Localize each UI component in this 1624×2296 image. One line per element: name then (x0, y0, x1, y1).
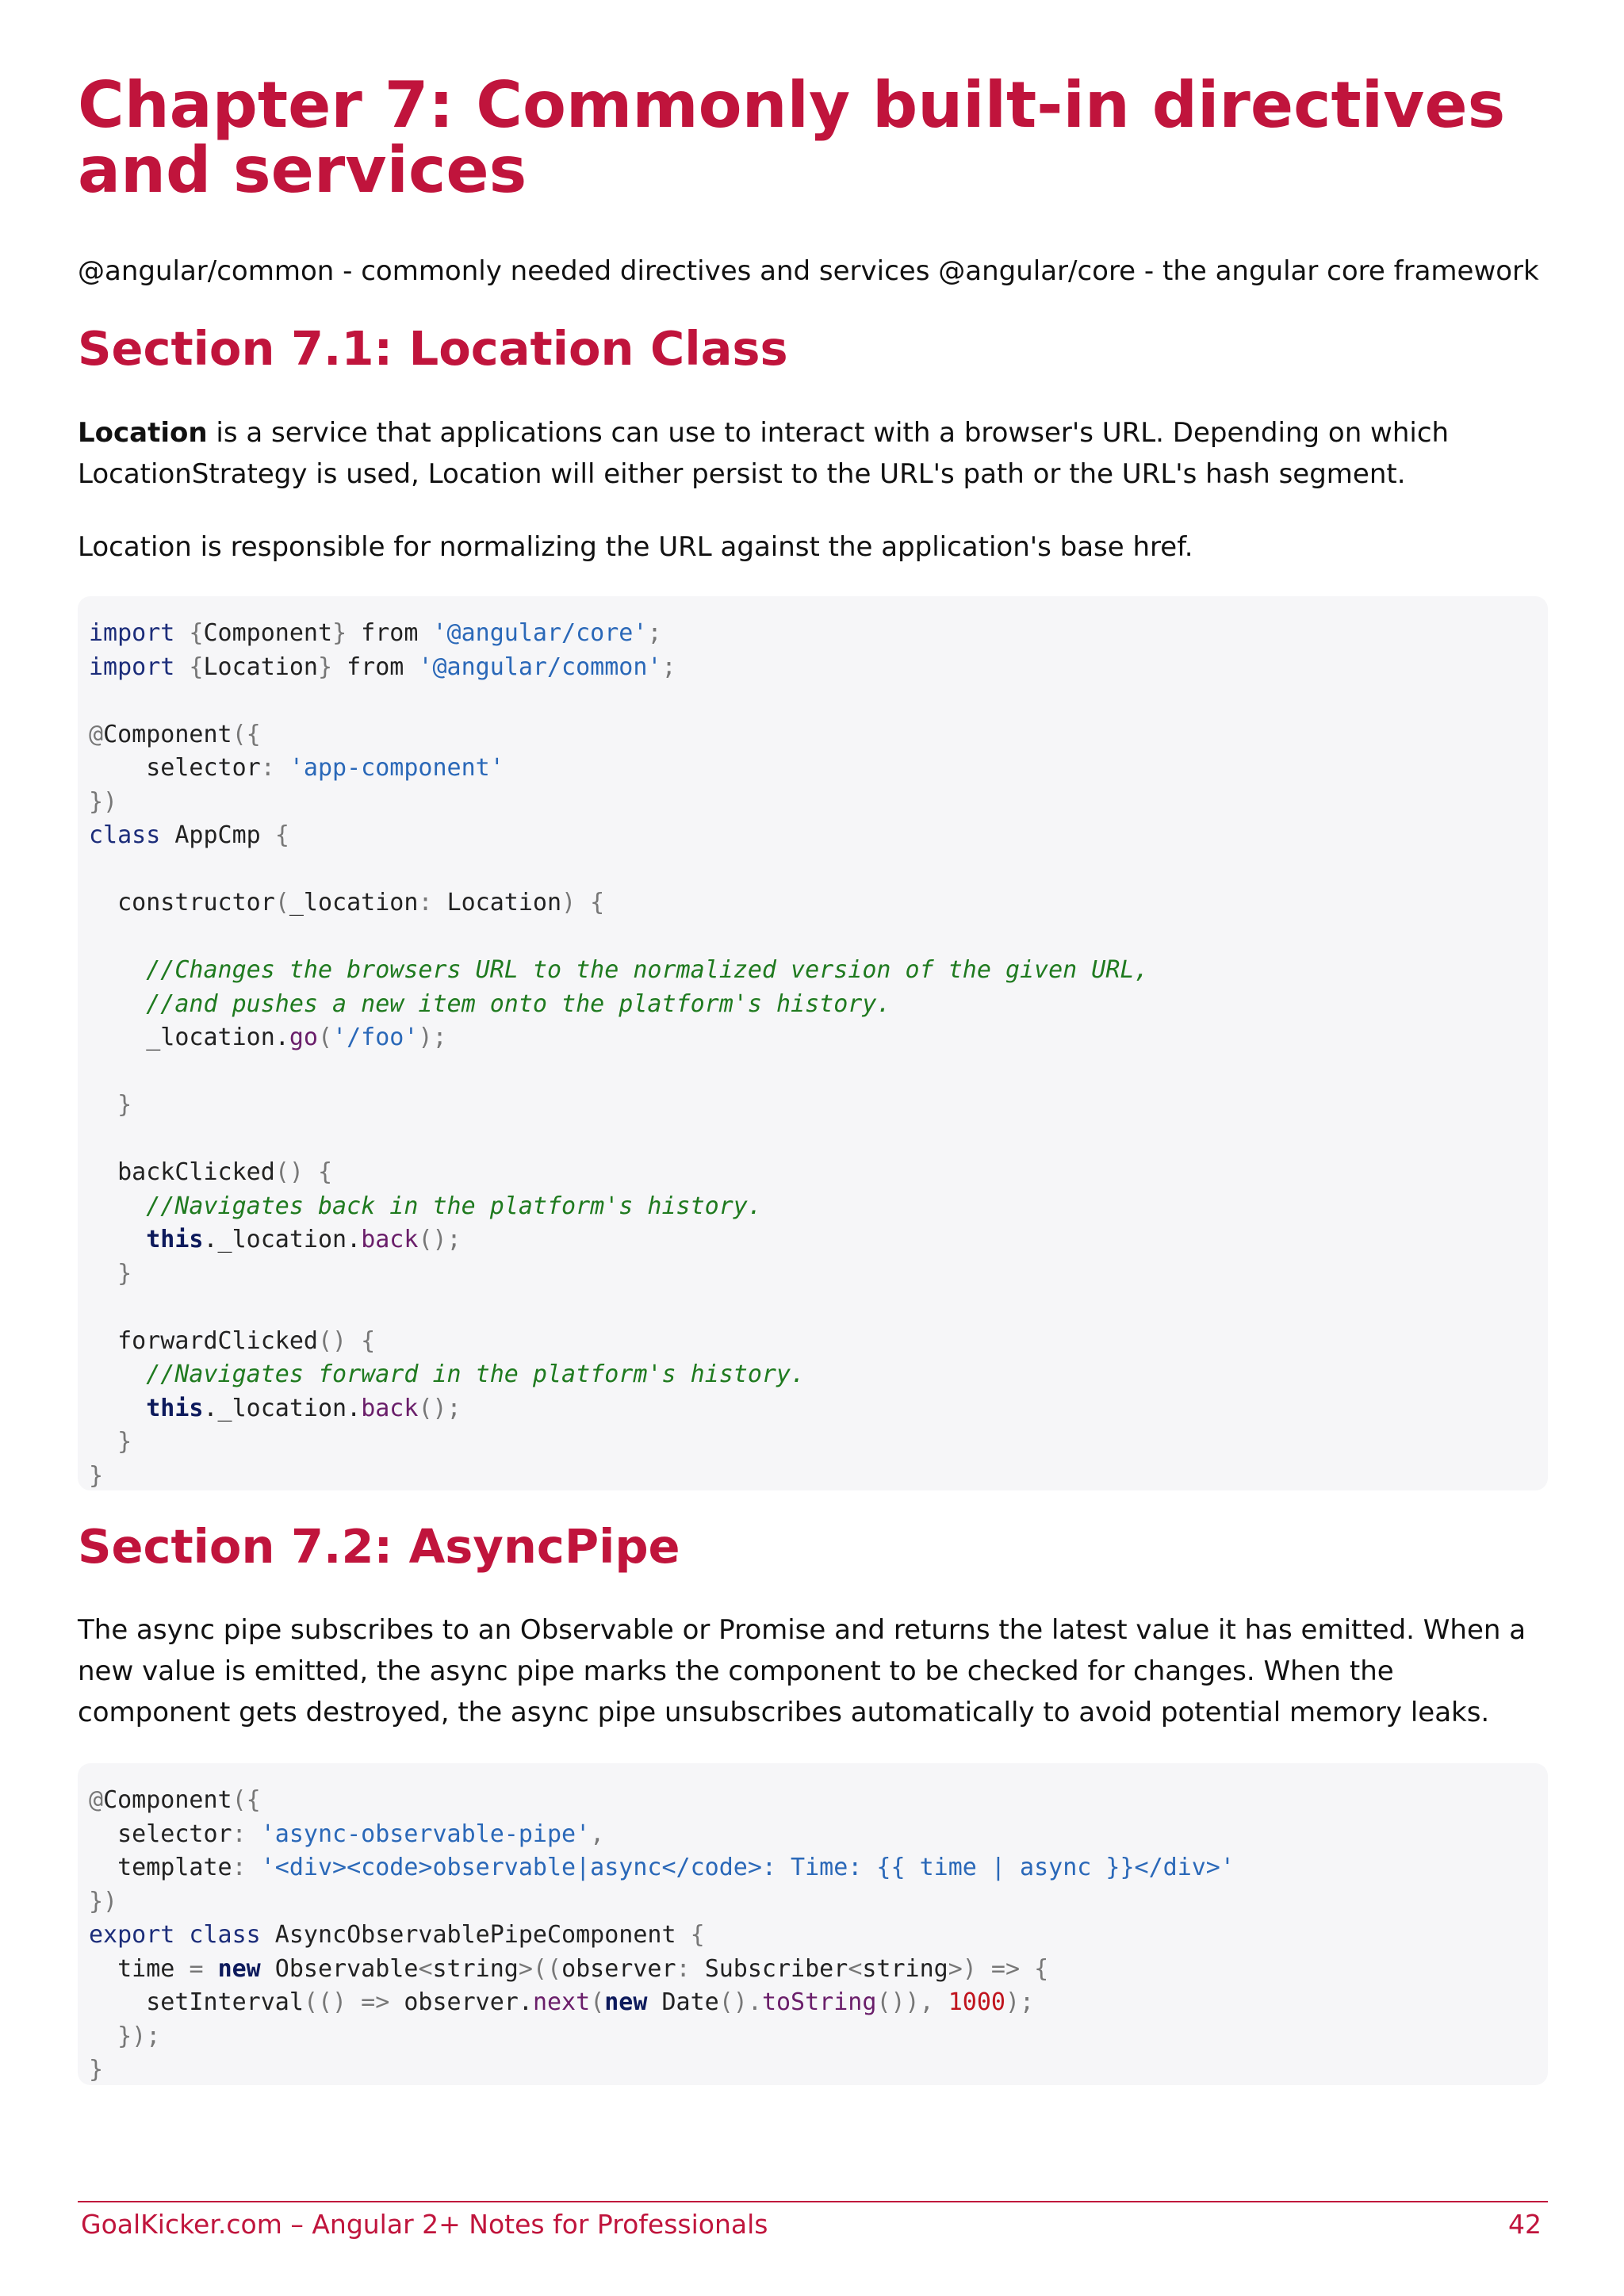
code-token: 1000 (948, 1988, 1005, 2016)
code-line (89, 1226, 462, 1253)
code-token: observer. (404, 1988, 533, 2016)
code-line (89, 1327, 375, 1355)
code-token: '/foo' (332, 1024, 419, 1051)
code-token: ( (590, 1988, 605, 2016)
code-token: = (189, 1954, 218, 1983)
code-token: Component (103, 1786, 232, 1814)
code-token: } (89, 1428, 132, 1456)
code-token: ); (418, 1024, 447, 1051)
code-token: AppCmp (160, 821, 275, 849)
code-token: //Navigates back in the platform's history. (89, 1192, 762, 1220)
code-line (89, 1192, 762, 1220)
code-line (89, 889, 604, 916)
code-token: class (89, 821, 161, 849)
code-token: Observable (260, 1954, 419, 1983)
code-token: ; (647, 619, 662, 647)
code-token: } (332, 619, 347, 647)
code-token: AsyncObservablePipeComponent (260, 1921, 691, 1949)
code-token: } (89, 1091, 132, 1119)
code-line (89, 653, 676, 681)
code-token: selector (89, 1820, 232, 1848)
code-token: Location (446, 889, 562, 916)
code-line (89, 2056, 103, 2084)
code-line (89, 1395, 462, 1422)
code-token: : (232, 1854, 261, 1881)
code-token: (); (418, 1226, 462, 1253)
footer-book-title: GoalKicker.com – Angular 2+ Notes for Professionals (81, 2209, 768, 2240)
intro-text: @angular/common - commonly needed directives and services @angular/core - the angular core framework (78, 255, 1539, 287)
code-token: , (590, 1820, 605, 1848)
code-asyncpipe-listing (89, 1784, 1537, 2087)
code-token: backClicked (89, 1158, 275, 1186)
code-token: '<div><code>observable|async</code>: Time: {{ time | async }}</div>' (260, 1854, 1235, 1881)
code-token: : (676, 1954, 705, 1983)
code-token: ( (274, 889, 289, 916)
footer-rule (78, 2201, 1548, 2202)
code-token: Location (203, 652, 318, 681)
code-token: ({ (232, 720, 261, 748)
code-token: (). (718, 1988, 762, 2016)
code-token: (() => (303, 1988, 404, 2016)
code-line (89, 2022, 160, 2050)
code-line (89, 990, 891, 1018)
code-token: string (862, 1954, 948, 1983)
code-line (89, 754, 504, 782)
code-line (89, 1260, 132, 1288)
code-token: new (217, 1954, 261, 1983)
code-token: }); (89, 2022, 161, 2050)
code-token: template (89, 1854, 232, 1881)
code-token: ) { (561, 889, 605, 916)
code-line (89, 1921, 705, 1949)
code-token: { (174, 652, 204, 681)
code-line (89, 1428, 132, 1456)
code-token: time (89, 1954, 190, 1983)
code-token: : (232, 1820, 261, 1848)
code-token: '@angular/core' (432, 619, 648, 647)
code-token: Component (203, 619, 333, 647)
code-token: this (89, 1394, 204, 1422)
code-token: this (89, 1226, 204, 1253)
code-token: : (418, 889, 447, 916)
code-token: observer (561, 1954, 676, 1983)
code-line (89, 1024, 447, 1051)
code-line (89, 1091, 132, 1119)
section-7-1-title: Section 7.1: Location Class (78, 321, 788, 376)
section-7-2-paragraph-1: The async pipe subscribes to an Observable or Promise and returns the latest value it has emitted. When a new value is emitted, the async pipe marks the component to be checked for changes. When the component gets destroyed, the async pipe unsubscribes automatically to avoid potential memory leaks. (78, 1614, 1526, 1728)
code-token: >(( (518, 1954, 562, 1983)
code-token: forwardClicked (89, 1326, 318, 1355)
code-token: () { (274, 1158, 333, 1186)
code-token: } (89, 1461, 104, 1490)
code-token: }) (89, 787, 118, 816)
code-token: ()), (876, 1988, 948, 2016)
code-token: new (604, 1988, 648, 2016)
code-token: go (289, 1024, 318, 1051)
code-token: selector (89, 754, 261, 782)
code-token: ); (1005, 1988, 1035, 2016)
chapter-title: Chapter 7: Commonly built-in directives and services (78, 68, 1506, 207)
code-token: } (89, 1259, 132, 1288)
code-token: @ (89, 720, 104, 748)
code-token: ; (661, 652, 676, 681)
code-line (89, 619, 662, 647)
code-token: ._location. (203, 1226, 362, 1253)
code-token: () { (317, 1326, 376, 1355)
code-line (89, 721, 261, 748)
section-7-1-paragraph-2: Location is responsible for normalizing the URL against the application's base href. (78, 531, 1193, 563)
code-token: //and pushes a new item onto the platform's history. (89, 989, 891, 1018)
code-token: 'async-observable-pipe' (260, 1820, 591, 1848)
code-line (89, 1462, 103, 1490)
code-token: back (361, 1226, 419, 1253)
code-token: ( (318, 1024, 333, 1051)
code-token: } (89, 2056, 104, 2084)
code-token: toString (761, 1988, 877, 2016)
code-token: import (89, 619, 175, 647)
code-token: _location. (89, 1024, 289, 1051)
code-token: { (690, 1921, 705, 1949)
section-7-1-paragraph-1-text: is a service that applications can use to interact with a browser's URL. Depending on which LocationStrategy is used, Location will either persist to the URL's path or the URL's hash segment. (78, 417, 1450, 490)
code-token: back (361, 1394, 419, 1422)
code-line (89, 1988, 1034, 2016)
code-token: _location (289, 889, 419, 916)
code-line (89, 1888, 117, 1915)
code-location-listing (89, 617, 1537, 1493)
section-7-2-title: Section 7.2: AsyncPipe (78, 1519, 680, 1574)
code-token: export class (89, 1921, 261, 1949)
code-token: < (418, 1954, 433, 1983)
footer-page-number: 42 (1508, 2209, 1542, 2240)
code-token: //Changes the browsers URL to the normalized version of the given URL, (89, 956, 1149, 984)
code-token: 'app-component' (289, 754, 504, 782)
code-token: import (89, 652, 175, 681)
code-line (89, 1360, 805, 1388)
code-token: setInterval (89, 1988, 304, 2016)
code-token: string (432, 1954, 519, 1983)
code-line (89, 821, 289, 849)
code-token: Date (647, 1988, 719, 2016)
code-token: < (848, 1954, 863, 1983)
code-token: : (260, 754, 289, 782)
location-bold-term: Location (78, 417, 208, 449)
code-token: { (274, 821, 289, 849)
code-line (89, 1158, 332, 1186)
code-token: '@angular/common' (418, 652, 662, 681)
code-token: Subscriber (704, 1954, 848, 1983)
code-token: constructor (89, 889, 275, 916)
code-token: //Navigates forward in the platform's history. (89, 1360, 806, 1388)
code-line (89, 1854, 1235, 1881)
code-block-asyncpipe (78, 1763, 1548, 2085)
code-token: next (532, 1988, 591, 2016)
code-token: Component (103, 720, 232, 748)
code-token: }) (89, 1887, 118, 1915)
code-line (89, 1955, 1048, 1983)
section-7-1-paragraph-1 (78, 412, 1548, 495)
code-line (89, 1786, 261, 1814)
code-token: ({ (232, 1786, 261, 1814)
code-block-location (78, 596, 1548, 1490)
code-line (89, 956, 1149, 984)
code-token: (); (418, 1394, 462, 1422)
code-token: @ (89, 1786, 104, 1814)
code-token: ._location. (203, 1394, 362, 1422)
code-token: } (318, 652, 333, 681)
code-token: >) => { (948, 1954, 1049, 1983)
code-token: { (174, 619, 204, 647)
code-line (89, 788, 117, 816)
code-token: from (347, 619, 433, 647)
code-line (89, 1820, 604, 1848)
code-token: from (332, 652, 419, 681)
